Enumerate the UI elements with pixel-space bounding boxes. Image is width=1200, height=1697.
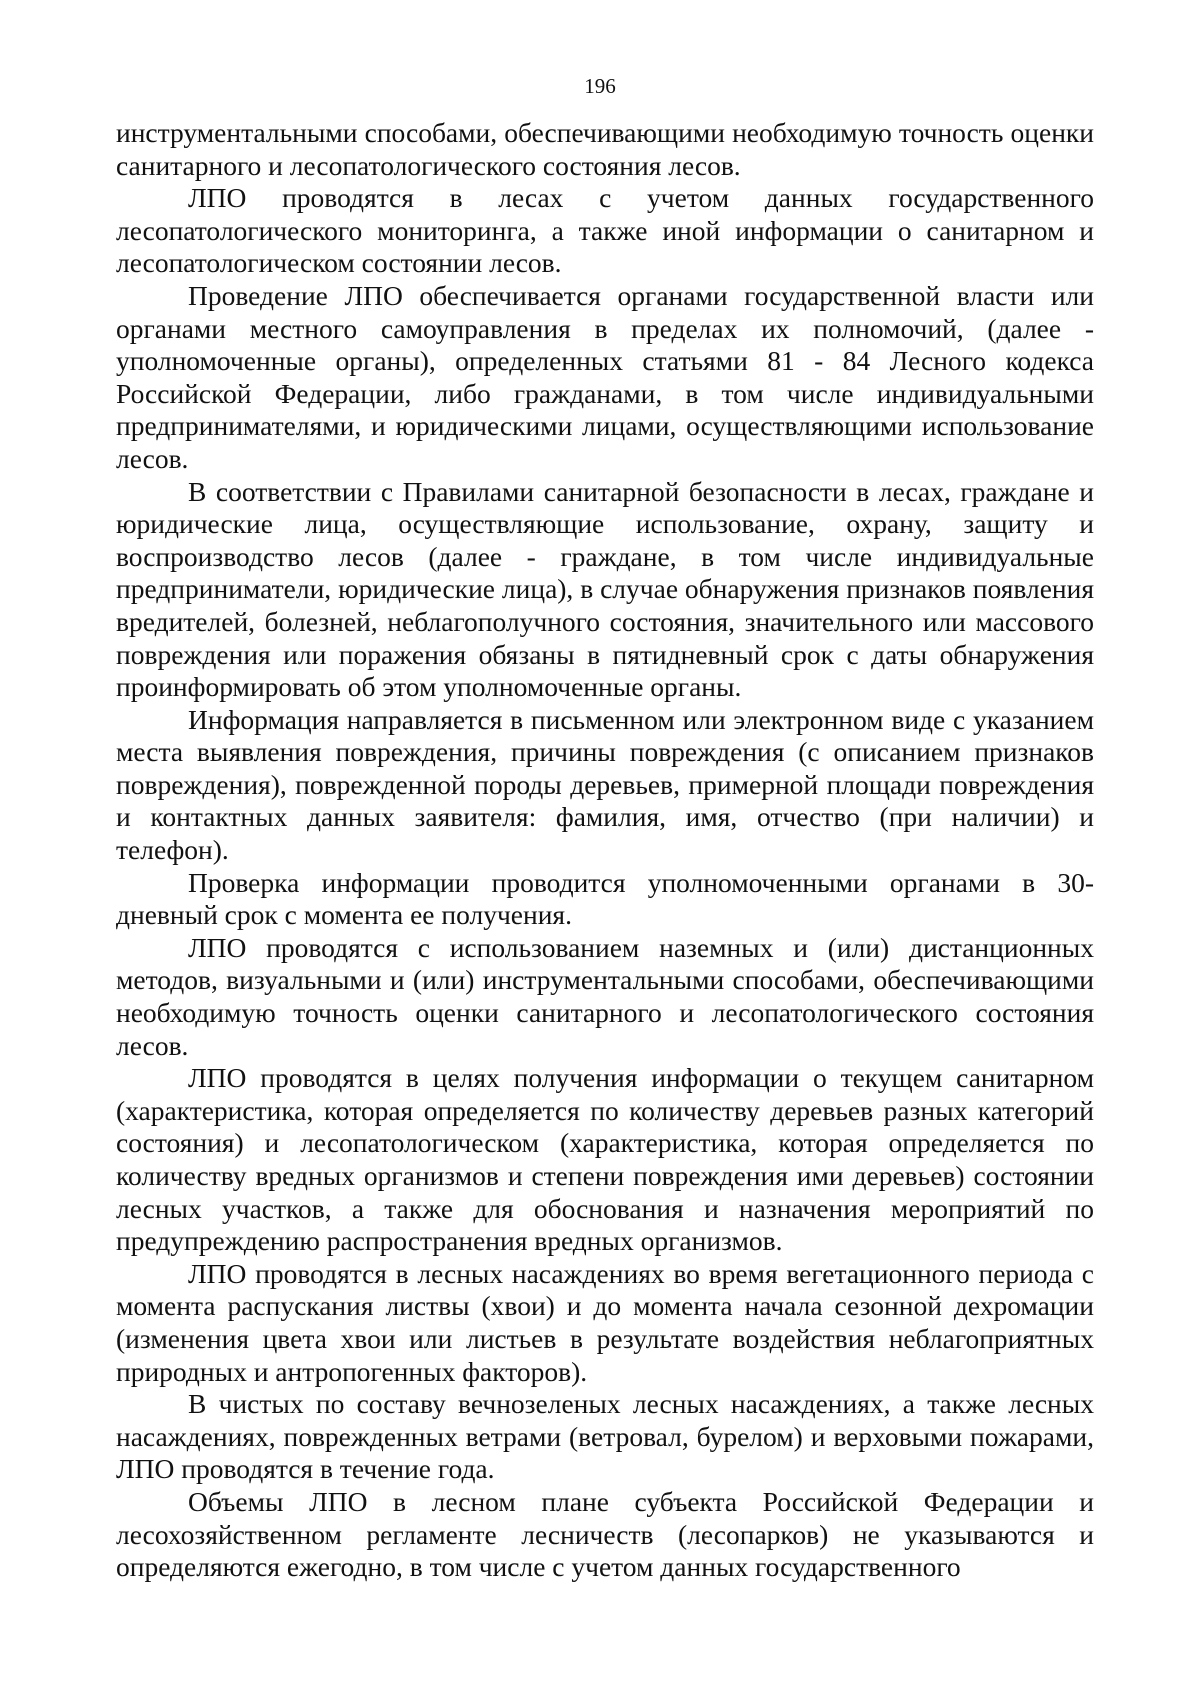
- paragraph-4: В соответствии с Правилами санитарной безопасности в лесах, граждане и юридические лица, осуществляющие использование, охрану, защиту и воспроизводство лесов (далее - граждане, в том числе индивидуальные предприниматели, юридические лица), в случае обнаружения признаков появления вредителей, болезней, неблагополучного состояния, значительного или массового повреждения или поражения обязаны в пятидневный срок с даты обнаружения проинформировать об этом уполномоченные органы.: [116, 475, 1094, 703]
- paragraph-7: ЛПО проводятся с использованием наземных и (или) дистанционных методов, визуальными и (или) инструментальными способами, обеспечивающими необходимую точность оценки санитарного и лесопатологического состояния лесов.: [116, 931, 1094, 1061]
- paragraph-9: ЛПО проводятся в лесных насаждениях во время вегетационного периода с момента распускания листвы (хвои) и до момента начала сезонной дехромации (изменения цвета хвои или листьев в результате воздействия неблагоприятных природных и антропогенных факторов).: [116, 1257, 1094, 1387]
- body-text: [116, 117, 1094, 1584]
- paragraph-5: Информация направляется в письменном или электронном виде с указанием места выявления повреждения, причины повреждения (с описанием признаков повреждения), поврежденной породы деревьев, примерной площади повреждения и контактных данных заявителя: фамилия, имя, отчество (при наличии) и телефон).: [116, 703, 1094, 866]
- paragraph-6: Проверка информации проводится уполномоченными органами в 30-дневный срок с момента ее получения.: [116, 866, 1094, 931]
- page-number: 196: [584, 74, 616, 98]
- paragraph-2: ЛПО проводятся в лесах с учетом данных государственного лесопатологического мониторинга, а также иной информации о санитарном и лесопатологическом состоянии лесов.: [116, 182, 1094, 279]
- paragraph-1: инструментальными способами, обеспечивающими необходимую точность оценки санитарного и лесопатологического состояния лесов.: [116, 117, 1094, 181]
- paragraph-11: Объемы ЛПО в лесном плане субъекта Российской Федерации и лесохозяйственном регламенте лесничеств (лесопарков) не указываются и определяются ежегодно, в том числе с учетом данных государственного: [116, 1485, 1094, 1583]
- paragraph-10: В чистых по составу вечнозеленых лесных насаждениях, а также лесных насаждениях, поврежденных ветрами (ветровал, бурелом) и верховыми пожарами, ЛПО проводятся в течение года.: [116, 1388, 1094, 1485]
- paragraph-3: Проведение ЛПО обеспечивается органами государственной власти или органами местного самоуправления в пределах их полномочий, (далее - уполномоченные органы), определенных статьями 81 - 84 Лесного кодекса Российской Федерации, либо гражданами, в том числе индивидуальными предпринимателями, и юридическими лицами, осуществляющими использование лесов.: [116, 279, 1094, 474]
- paragraph-8: ЛПО проводятся в целях получения информации о текущем санитарном (характеристика, которая определяется по количеству деревьев разных категорий состояния) и лесопатологическом (характеристика, которая определяется по количеству вредных организмов и степени повреждения ими деревьев) состоянии лесных участков, а также для обоснования и назначения мероприятий по предупреждению распространения вредных организмов.: [116, 1062, 1094, 1257]
